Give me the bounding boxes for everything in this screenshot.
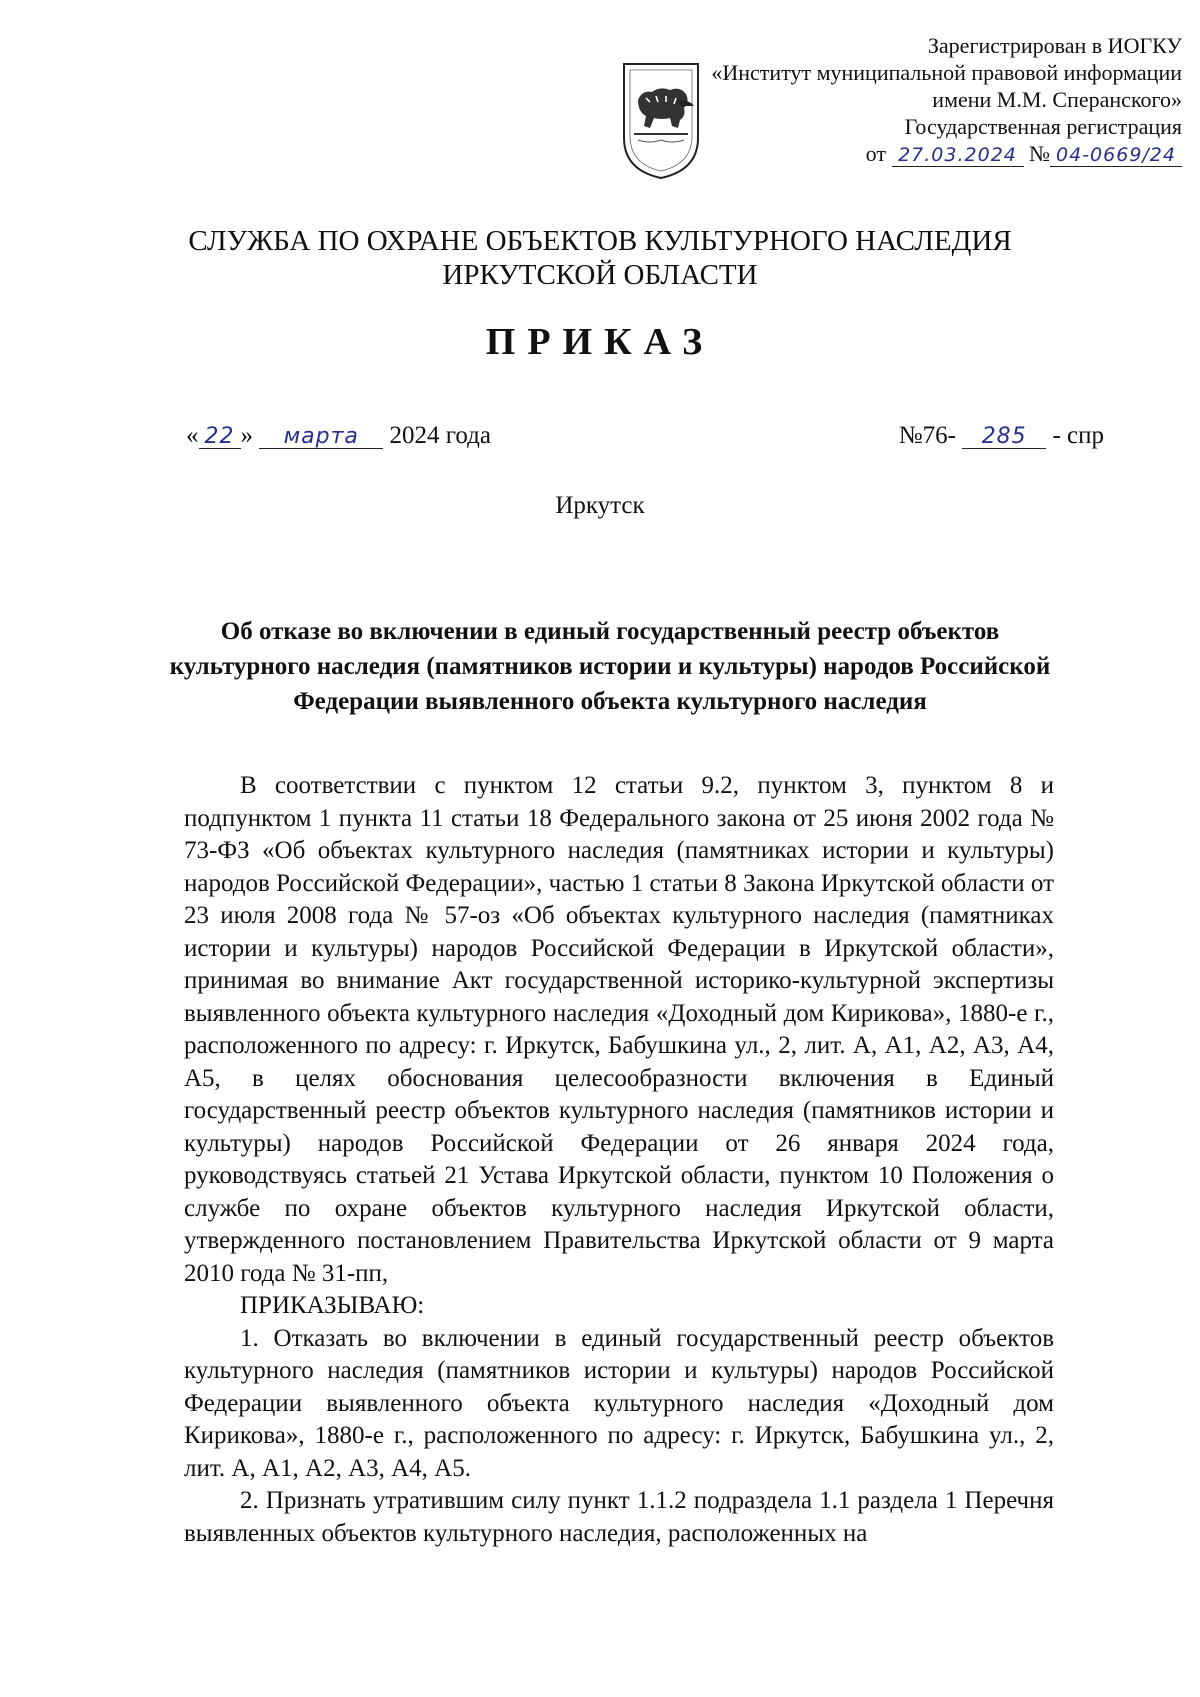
- order-body: [184, 770, 1054, 1550]
- registration-line-3: имени М.М. Сперанского»: [932, 87, 1182, 112]
- order-number-value: 285: [962, 426, 1046, 449]
- order-date: [186, 422, 491, 450]
- registration-line-4: Государственная регистрация: [904, 114, 1182, 139]
- order-date-day: 22: [199, 426, 241, 449]
- organization-title-line-2: ИРКУТСКОЙ ОБЛАСТИ: [442, 259, 758, 291]
- registration-date-prefix: от: [865, 141, 886, 166]
- order-number-prefix: №76-: [898, 422, 956, 449]
- irkutsk-coat-of-arms-icon: [620, 60, 702, 182]
- order-preamble: В соответствии с пунктом 12 статьи 9.2, пунктом 3, пунктом 8 и подпунктом 1 пункта 11 статьи 18 Федерального закона от 25 июня 2002 года № 73-ФЗ «Об объектах культурного наследия (памятниках истории и культуры) народов Российской Федерации», частью 1 статьи 8 Закона Иркутской области от 23 июля 2008 года № 57-оз «Об объектах культурного наследия (памятниках истории и культуры) народов Российской Федерации в Иркутской области», принимая во внимание Акт государственной историко-культурной экспертизы выявленного объекта культурного наследия «Доходный дом Кирикова», 1880-е г., расположенного по адресу: г. Иркутск, Бабушкина ул., 2, лит. А, А1, А2, А3, А4, А5, в целях обоснования целесообразности включения в Единый государственный реестр объектов культурного наследия (памятников истории и культуры) народов Российской Федерации от 26 января 2024 года, руководствуясь статьей 21 Устава Иркутской области, пунктом 10 Положения о службе по охране объектов культурного наследия Иркутской области, утвержденного постановлением Правительства Иркутской области от 9 марта 2010 года № 31-пп,: [184, 772, 1054, 1287]
- organization-title-line-1: СЛУЖБА ПО ОХРАНЕ ОБЪЕКТОВ КУЛЬТУРНОГО НАСЛЕДИЯ: [188, 225, 1012, 257]
- registration-line-1: Зарегистрирован в ИОГКУ: [927, 33, 1182, 58]
- order-subject: Об отказе во включении в единый государственный реестр объектов культурного наследия (памятников истории и культуры) народов Российской Федерации выявленного объекта культурного наследия: [169, 618, 1051, 715]
- order-date-month: марта: [259, 426, 383, 449]
- organization-title: [0, 224, 1200, 292]
- order-number-suffix: - спр: [1052, 422, 1104, 449]
- order-date-year: 2024 года: [389, 422, 491, 449]
- order-item-1: 1. Отказать во включении в единый государственный реестр объектов культурного наследия (памятников истории и культуры) народов Российской Федерации выявленного объекта культурного наследия «Доходный дом Кирикова», 1880-е г., расположенного по адресу: г. Иркутск, Бабушкина ул., 2, лит. А, А1, А2, А3, А4, А5.: [184, 1324, 1054, 1482]
- registration-number-prefix: №: [1029, 141, 1050, 166]
- registration-date-line: [622, 140, 1182, 167]
- registration-line-2: «Институт муниципальной правовой информации: [711, 60, 1182, 85]
- document-type-heading: ПРИКАЗ: [485, 321, 715, 363]
- order-date-close-quote: »: [240, 422, 253, 449]
- registration-stamp: [622, 32, 1182, 167]
- order-directive: ПРИКАЗЫВАЮ:: [240, 1292, 425, 1319]
- order-date-open-quote: «: [186, 422, 199, 449]
- city-name: Иркутск: [555, 492, 645, 519]
- order-number: [899, 422, 1104, 450]
- registration-number-value: 04-0669/24: [1050, 144, 1182, 167]
- order-item-2: 2. Признать утратившим силу пункт 1.1.2 подраздела 1.1 раздела 1 Перечня выявленных объектов культурного наследия, расположенных на: [184, 1487, 1054, 1547]
- registration-date-value: 27.03.2024: [892, 144, 1024, 167]
